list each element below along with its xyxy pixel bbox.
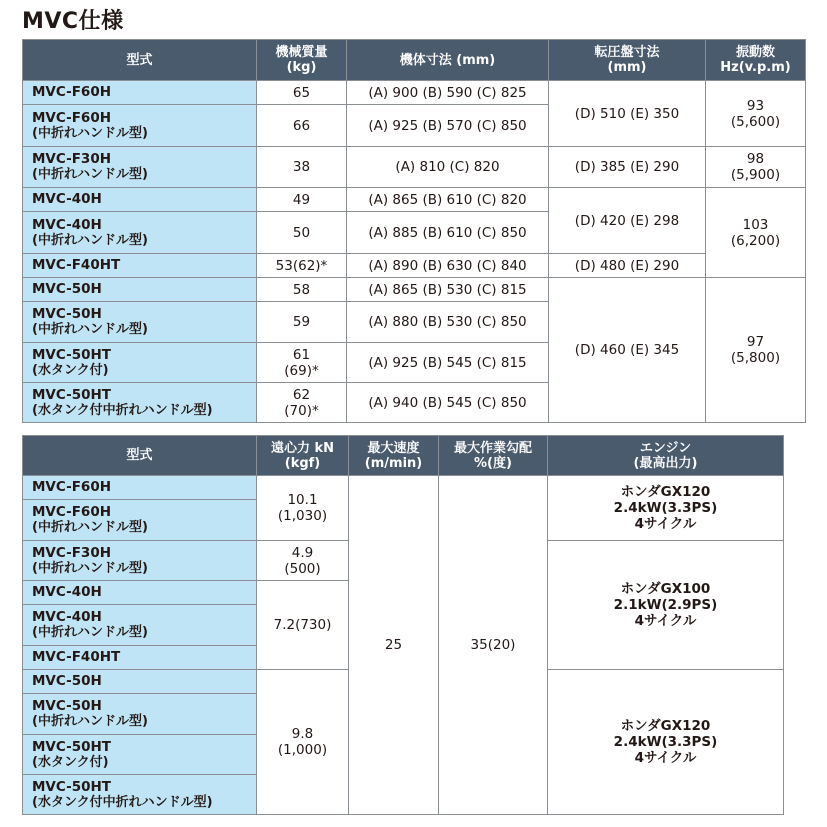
- model-sub: (中折れハンドル型): [32, 714, 148, 729]
- dims-cell: (A) 925 (B) 545 (C) 815: [347, 343, 549, 383]
- mass-cell: 49: [257, 188, 347, 212]
- spec-table-performance: [22, 435, 784, 815]
- page-title: MVC仕様: [22, 9, 124, 34]
- mass-cell: 38: [257, 147, 347, 188]
- vibration-cell: 103 (6,200): [706, 188, 806, 278]
- mass-cell: 61 (69)*: [257, 343, 347, 383]
- model-sub: (水タンク付中折れハンドル型): [32, 402, 213, 418]
- model-sub: (中折れハンドル型): [32, 167, 148, 182]
- mass-cell: 50: [257, 212, 347, 254]
- model-name: MVC-F30H: [32, 544, 112, 561]
- model-name: MVC-F60H: [32, 109, 112, 126]
- model-sub: (水タンク付): [32, 362, 109, 378]
- engine-cell: ホンダGX100 2.1kW(2.9PS) 4サイクル: [548, 541, 784, 670]
- model-sub: (中折れハンドル型): [32, 625, 148, 640]
- header-model: 型式: [23, 40, 257, 81]
- model-name: MVC-50H: [32, 306, 102, 322]
- plate-cell: (D) 460 (E) 345: [549, 278, 706, 423]
- plate-cell: (D) 510 (E) 350: [549, 81, 706, 147]
- table-row-model: [23, 81, 257, 105]
- table-row-model: [23, 670, 257, 694]
- dims-cell: (A) 900 (B) 590 (C) 825: [347, 81, 549, 105]
- slope-cell: 35(20): [439, 476, 548, 815]
- mass-cell: 53(62)*: [257, 254, 347, 278]
- mass-cell: 66: [257, 105, 347, 147]
- table-row-model: [23, 476, 257, 500]
- header-engine: エンジン (最高出力): [548, 436, 784, 476]
- model-sub: (水タンク付): [32, 754, 109, 770]
- model-name: MVC-50H: [32, 281, 102, 297]
- table-row-model: [23, 694, 257, 735]
- model-name: MVC-40H: [32, 584, 102, 600]
- table-row-model: [23, 302, 257, 343]
- mass-cell: 62 (70)*: [257, 383, 347, 423]
- table-row-model: [23, 212, 257, 254]
- header-mass: 機械質量 (kg): [257, 40, 347, 81]
- dims-cell: (A) 940 (B) 545 (C) 850: [347, 383, 549, 423]
- vibration-cell: 98 (5,900): [706, 147, 806, 188]
- mass-cell: 65: [257, 81, 347, 105]
- model-sub: (中折れハンドル型): [32, 560, 148, 576]
- force-cell: 4.9 (500): [257, 541, 349, 581]
- model-name: MVC-40H: [32, 609, 102, 625]
- model-sub: (中折れハンドル型): [32, 322, 148, 337]
- table-row-model: [23, 147, 257, 188]
- table-row-model: [23, 343, 257, 383]
- model-name: MVC-F60H: [32, 504, 112, 520]
- table-row-model: [23, 605, 257, 646]
- header-speed: 最大速度 (m/min): [349, 436, 439, 476]
- engine-cell: ホンダGX120 2.4kW(3.3PS) 4サイクル: [548, 670, 784, 815]
- model-name: MVC-50HT: [32, 778, 111, 795]
- model-sub: (水タンク付中折れハンドル型): [32, 794, 213, 810]
- header-force: 遠心力 kN (kgf): [257, 436, 349, 476]
- dims-cell: (A) 885 (B) 610 (C) 850: [347, 212, 549, 254]
- model-name: MVC-50HT: [32, 346, 111, 363]
- vibration-cell: 93 (5,600): [706, 81, 806, 147]
- model-name: MVC-50H: [32, 673, 102, 689]
- model-sub: (中折れハンドル型): [32, 520, 148, 535]
- model-name: MVC-40H: [32, 191, 102, 207]
- mass-cell: 58: [257, 278, 347, 302]
- dims-cell: (A) 925 (B) 570 (C) 850: [347, 105, 549, 147]
- mass-cell: 59: [257, 302, 347, 343]
- engine-cell: ホンダGX120 2.4kW(3.3PS) 4サイクル: [548, 476, 784, 541]
- model-name: MVC-F30H: [32, 151, 112, 167]
- model-name: MVC-F40HT: [32, 649, 121, 665]
- header-model: 型式: [23, 436, 257, 476]
- force-cell: 9.8 (1,000): [257, 670, 349, 815]
- model-name: MVC-50HT: [32, 386, 111, 403]
- table-row-model: [23, 105, 257, 147]
- table-row-model: [23, 775, 257, 815]
- table-row-model: [23, 646, 257, 670]
- model-name: MVC-F60H: [32, 84, 112, 100]
- vibration-cell: 97 (5,800): [706, 278, 806, 423]
- table-row-model: [23, 735, 257, 775]
- dims-cell: (A) 810 (C) 820: [347, 147, 549, 188]
- table-row-model: [23, 383, 257, 423]
- force-cell: 10.1 (1,030): [257, 476, 349, 541]
- dims-cell: (A) 865 (B) 530 (C) 815: [347, 278, 549, 302]
- header-vibration: 振動数 Hz(v.p.m): [706, 40, 806, 81]
- speed-cell: 25: [349, 476, 439, 815]
- model-name: MVC-50HT: [32, 738, 111, 755]
- header-slope: 最大作業勾配 %(度): [439, 436, 548, 476]
- spec-table-dimensions: [22, 39, 806, 423]
- plate-cell: (D) 385 (E) 290: [549, 147, 706, 188]
- table-row-model: [23, 541, 257, 581]
- model-name: MVC-F40HT: [32, 257, 121, 273]
- plate-cell: (D) 420 (E) 298: [549, 188, 706, 254]
- table-row-model: [23, 278, 257, 302]
- model-sub: (中折れハンドル型): [32, 125, 148, 141]
- plate-cell: (D) 480 (E) 290: [549, 254, 706, 278]
- table-row-model: [23, 500, 257, 541]
- table-row-model: [23, 188, 257, 212]
- model-sub: (中折れハンドル型): [32, 232, 148, 248]
- header-dimensions: 機体寸法 (mm): [347, 40, 549, 81]
- header-plate: 転圧盤寸法 (mm): [549, 40, 706, 81]
- dims-cell: (A) 865 (B) 610 (C) 820: [347, 188, 549, 212]
- model-name: MVC-F60H: [32, 479, 112, 495]
- table-row-model: [23, 581, 257, 605]
- force-cell: 7.2(730): [257, 581, 349, 670]
- model-name: MVC-40H: [32, 216, 102, 233]
- table-row-model: [23, 254, 257, 278]
- dims-cell: (A) 890 (B) 630 (C) 840: [347, 254, 549, 278]
- dims-cell: (A) 880 (B) 530 (C) 850: [347, 302, 549, 343]
- model-name: MVC-50H: [32, 698, 102, 714]
